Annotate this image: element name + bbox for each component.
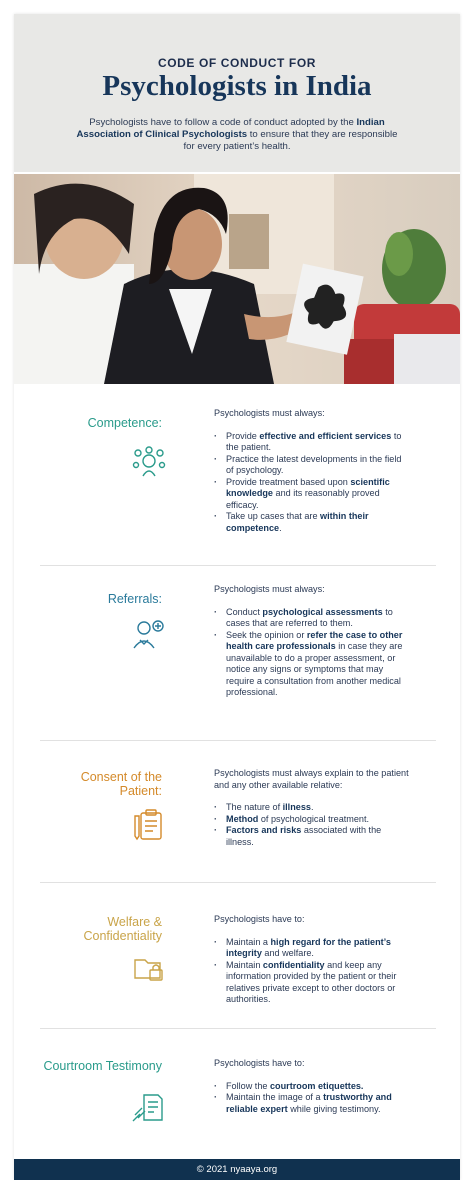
photo-illustration xyxy=(14,174,460,384)
section-body xyxy=(214,768,410,848)
bullet-item: · Follow the courtroom etiquettes. xyxy=(214,1081,410,1093)
bullet-list xyxy=(214,1081,410,1116)
divider xyxy=(40,1028,436,1029)
bullet-emphasis: trustworthy and reliable expert xyxy=(226,1092,392,1114)
infographic-card xyxy=(14,14,460,1180)
section-body xyxy=(214,408,410,534)
bullet-item: · Provide treatment based upon scientific knowledge and its reasonably proved efficacy. xyxy=(214,477,410,512)
section-lead: Psychologists must always: xyxy=(214,584,325,594)
page-title: Psychologists in India xyxy=(102,70,372,102)
bullet-item: · Method of psychological treatment. xyxy=(214,814,410,826)
section-welfare xyxy=(40,900,436,1025)
bullet-item: · Maintain confidentiality and keep any information provided by the patient or their relatives private except to other doctors or authorities. xyxy=(214,960,410,1006)
section-body xyxy=(214,914,410,1006)
bullet-emphasis: psychological assessments xyxy=(262,606,383,617)
bullet-emphasis: high regard for the patient’s integrity xyxy=(226,936,391,958)
section-body xyxy=(214,584,410,699)
bullet-list xyxy=(214,937,410,1006)
section-title: Referrals: xyxy=(107,592,162,606)
folder-lock-icon xyxy=(132,952,166,991)
section-title: Welfare & Confidentiality xyxy=(83,915,162,943)
divider xyxy=(40,565,436,566)
bullet-item: · Conduct psychological assessments to cases that are referred to them. xyxy=(214,607,410,630)
section-referrals xyxy=(40,582,436,742)
bullet-emphasis: illness xyxy=(282,802,311,812)
bullet-item: · Take up cases that are within their competence. xyxy=(214,511,410,534)
divider xyxy=(40,740,436,741)
head-gears-icon xyxy=(132,446,166,485)
intro-bold: Indian Association of Clinical Psychologists xyxy=(76,117,385,140)
footer: © 2021 nyaaya.org xyxy=(14,1159,460,1180)
section-lead: Psychologists must always: xyxy=(214,408,325,418)
bullet-item: · Factors and risks associated with the illness. xyxy=(214,825,410,848)
bullet-emphasis: refer the case to other health care professionals xyxy=(226,629,403,651)
bullet-list xyxy=(214,431,410,535)
section-title: Courtroom Testimony xyxy=(43,1059,162,1073)
section-consent xyxy=(40,756,436,886)
header xyxy=(14,14,460,172)
bullet-emphasis: courtroom etiquettes. xyxy=(269,1080,364,1091)
bullet-item: · Provide effective and efficient services to the patient. xyxy=(214,431,410,454)
doctor-brain-icon xyxy=(132,616,166,655)
bullet-list xyxy=(214,802,410,848)
gavel-document-icon xyxy=(132,1092,166,1131)
section-body xyxy=(214,1058,410,1115)
bullet-item: · Seek the opinion or refer the case to other health care professionals in case they are unavailable to do a proper assessment, or notice any signs or symptoms that may require a consultation from another medical professional. xyxy=(214,630,410,699)
bullet-emphasis: effective and efficient services xyxy=(259,430,392,441)
bullet-emphasis: scientific knowledge xyxy=(226,476,390,498)
section-title: Consent of the Patient: xyxy=(80,770,162,798)
bullet-item: · Maintain the image of a trustworthy and reliable expert while giving testimony. xyxy=(214,1092,410,1115)
bullet-emphasis: confidentiality xyxy=(262,959,325,970)
hero-photo xyxy=(14,174,460,384)
intro-part-1: Psychologists have to follow a code of conduct adopted by the xyxy=(89,117,357,128)
intro-part-2: to ensure that they are responsible for every patient’s health. xyxy=(183,129,398,152)
bullet-item: · Practice the latest developments in the field of psychology. xyxy=(214,454,410,477)
section-lead: Psychologists have to: xyxy=(214,914,305,924)
bullet-list xyxy=(214,607,410,699)
bullet-item: · The nature of illness. xyxy=(214,802,410,814)
bullet-emphasis: Method xyxy=(226,813,259,824)
divider xyxy=(40,882,436,883)
section-courtroom xyxy=(40,1044,436,1154)
section-lead: Psychologists must always explain to the patient and any other available relative: xyxy=(214,768,409,790)
bullet-emphasis: within their competence xyxy=(226,511,369,533)
clipboard-pen-icon xyxy=(132,808,166,847)
bullet-item: · Maintain a high regard for the patient’s integrity and welfare. xyxy=(214,937,410,960)
section-lead: Psychologists have to: xyxy=(214,1058,305,1068)
eyebrow: CODE OF CONDUCT FOR xyxy=(157,56,317,70)
section-title: Competence: xyxy=(87,416,162,430)
section-competence xyxy=(40,406,436,556)
intro-text xyxy=(72,117,402,153)
bullet-emphasis: Factors and risks xyxy=(226,825,302,835)
